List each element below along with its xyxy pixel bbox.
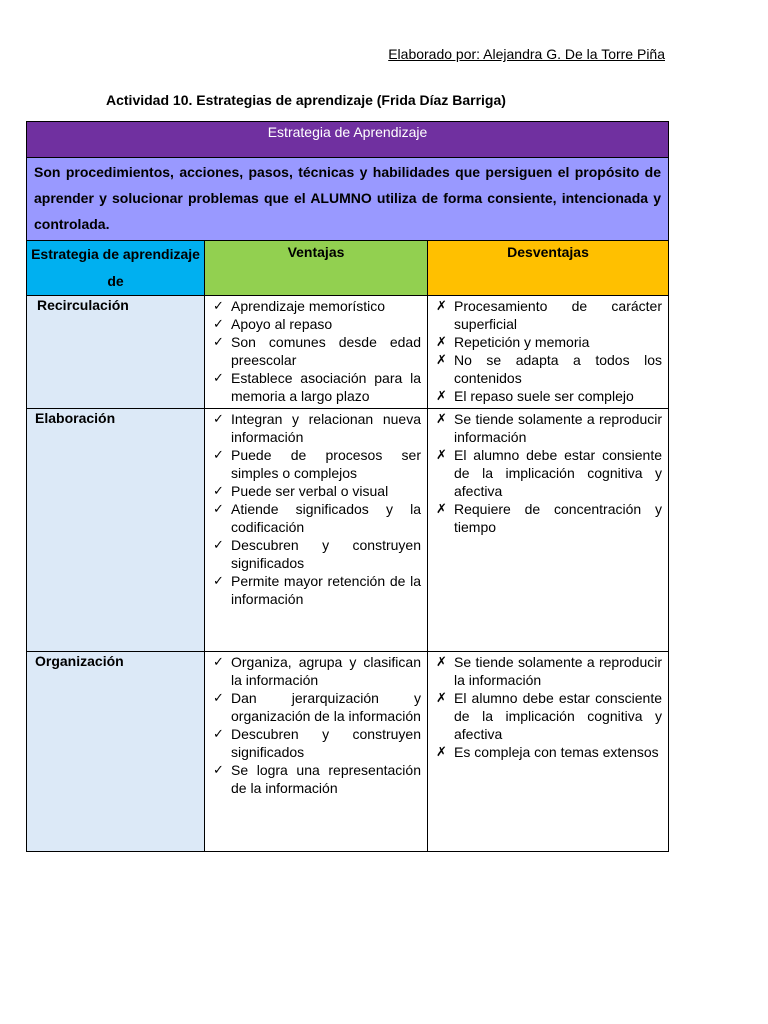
advantages-cell (205, 652, 428, 852)
item-text: Son comunes desde edad preescolar (231, 334, 421, 368)
item-text: Puede ser verbal o visual (231, 483, 389, 499)
disadvantage-item (432, 333, 662, 351)
item-text: Descubren y construyen significados (231, 537, 421, 571)
disadvantage-item (432, 297, 662, 333)
disadvantage-item (432, 387, 662, 405)
disadvantage-item (432, 446, 662, 500)
check-icon: ✓ (213, 501, 224, 516)
item-text: El alumno debe estar consciente de la implicación cognitiva y afectiva (454, 690, 663, 742)
check-icon: ✓ (213, 411, 224, 426)
item-text: Requiere de concentración y tiempo (454, 501, 663, 535)
item-text: Puede de procesos ser simples o complejos (231, 447, 421, 481)
check-icon: ✓ (213, 334, 224, 349)
disadvantages-cell (428, 296, 669, 409)
column-header-disadvantages: Desventajas (428, 241, 669, 296)
check-icon: ✓ (213, 447, 224, 462)
item-text: No se adapta a todos los contenidos (454, 352, 663, 386)
advantages-cell (205, 409, 428, 652)
advantage-item (209, 333, 421, 369)
advantage-item (209, 761, 421, 797)
cross-icon: ✗ (436, 447, 447, 462)
item-text: Se tiende solamente a reproducir la información (454, 654, 663, 688)
advantage-item (209, 482, 421, 500)
activity-title: Actividad 10. Estrategias de aprendizaje (Frida Díaz Barriga) (106, 92, 506, 108)
item-text: Atiende significados y la codificación (231, 501, 421, 535)
check-icon: ✓ (213, 298, 224, 313)
advantage-item (209, 725, 421, 761)
item-text: Es compleja con temas extensos (454, 744, 659, 760)
item-text: Permite mayor retención de la información (231, 573, 421, 607)
disadvantage-item (432, 653, 662, 689)
item-text: Dan jerarquización y organización de la información (231, 690, 421, 724)
strategies-table (26, 121, 669, 852)
check-icon: ✓ (213, 537, 224, 552)
check-icon: ✓ (213, 690, 224, 705)
strategy-name: Organización (27, 652, 205, 852)
advantage-item (209, 410, 421, 446)
advantages-cell (205, 296, 428, 409)
advantage-item (209, 446, 421, 482)
cross-icon: ✗ (436, 690, 447, 705)
table-row (27, 652, 669, 852)
check-icon: ✓ (213, 483, 224, 498)
table-row (27, 409, 669, 652)
strategy-name: Elaboración (27, 409, 205, 652)
disadvantage-item (432, 743, 662, 761)
cross-icon: ✗ (436, 654, 447, 669)
check-icon: ✓ (213, 762, 224, 777)
author-line: Elaborado por: Alejandra G. De la Torre Piña (388, 46, 665, 62)
advantage-item (209, 500, 421, 536)
disadvantage-item (432, 410, 662, 446)
check-icon: ✓ (213, 573, 224, 588)
item-text: Apoyo al repaso (231, 316, 333, 332)
advantage-item (209, 369, 421, 405)
item-text: Establece asociación para la memoria a largo plazo (231, 370, 421, 404)
disadvantages-cell (428, 652, 669, 852)
definition-text: Son procedimientos, acciones, pasos, técnicas y habilidades que persiguen el propósito de aprender y solucionar problemas que el ALUMNO utiliza de forma consiente, intencionada y controlada. (27, 158, 669, 241)
check-icon: ✓ (213, 654, 224, 669)
item-text: Organiza, agrupa y clasifican la información (231, 654, 421, 688)
disadvantage-item (432, 351, 662, 387)
item-text: Repetición y memoria (454, 334, 590, 350)
advantage-item (209, 572, 421, 608)
disadvantage-item (432, 689, 662, 743)
cross-icon: ✗ (436, 411, 447, 426)
disadvantages-cell (428, 409, 669, 652)
item-text: Procesamiento de carácter superficial (454, 298, 663, 332)
column-header-strategy: Estrategia de aprendizaje de (27, 241, 205, 296)
item-text: Se tiende solamente a reproducir información (454, 411, 663, 445)
item-text: Aprendizaje memorístico (231, 298, 386, 314)
table-row (27, 296, 669, 409)
disadvantage-item (432, 500, 662, 536)
cross-icon: ✗ (436, 501, 447, 516)
check-icon: ✓ (213, 370, 224, 385)
check-icon: ✓ (213, 316, 224, 331)
item-text: Descubren y construyen significados (231, 726, 421, 760)
advantage-item (209, 689, 421, 725)
item-text: El repaso suele ser complejo (454, 388, 634, 404)
column-header-advantages: Ventajas (205, 241, 428, 296)
advantage-item (209, 297, 421, 315)
cross-icon: ✗ (436, 298, 447, 313)
check-icon: ✓ (213, 726, 224, 741)
cross-icon: ✗ (436, 334, 447, 349)
item-text: El alumno debe estar consiente de la implicación cognitiva y afectiva (454, 447, 663, 499)
advantage-item (209, 653, 421, 689)
cross-icon: ✗ (436, 388, 447, 403)
item-text: Se logra una representación de la información (231, 762, 421, 796)
advantage-item (209, 315, 421, 333)
advantage-item (209, 536, 421, 572)
item-text: Integran y relacionan nueva información (231, 411, 421, 445)
cross-icon: ✗ (436, 352, 447, 367)
table-title: Estrategia de Aprendizaje (27, 122, 669, 158)
strategy-name: Recirculación (27, 296, 205, 409)
cross-icon: ✗ (436, 744, 447, 759)
